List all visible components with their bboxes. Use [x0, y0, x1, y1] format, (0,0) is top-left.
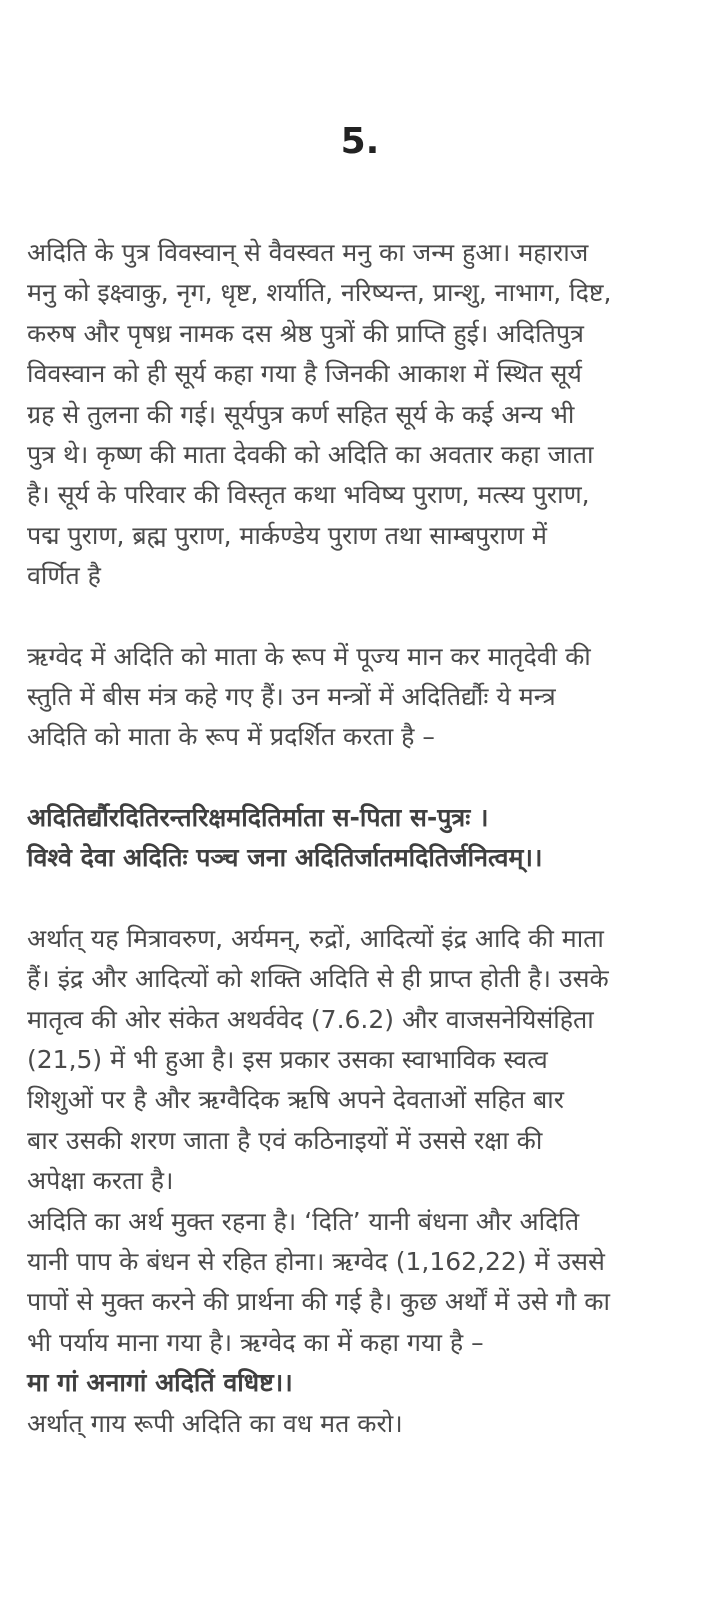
paragraph-aditi-meaning [27, 1202, 695, 1364]
paragraph-verse-meaning [27, 919, 695, 1202]
text-line: करुष और पृषध्र नामक दस श्रेष्ठ पुत्रों की प्राप्ति हुई। अदितिपुत्र [27, 318, 584, 348]
paragraph-rigveda-hymns [27, 637, 695, 758]
body-text [27, 233, 695, 1444]
paragraph-vivasvan-lineage [27, 233, 695, 597]
verse-line: विश्वे देवा अदितिः पञ्च जना अदितिर्जातमदितिर्जनित्वम्।। [27, 843, 543, 873]
text-line: बार उसकी शरण जाता है एवं कठिनाइयों में उससे रक्षा की [27, 1125, 543, 1155]
chapter-number: 5. [340, 121, 380, 162]
text-line: भी पर्याय माना गया है। ऋग्वेद का में कहा गया है – [27, 1327, 484, 1357]
sanskrit-quote [27, 1363, 695, 1403]
text-line: पद्म पुराण, ब्रह्म पुराण, मार्कण्डेय पुराण तथा साम्बपुराण में [27, 520, 547, 550]
text-line: वर्णित है [27, 561, 101, 591]
text-line: विवस्वान को ही सूर्य कहा गया है जिनकी आकाश में स्थित सूर्य [27, 359, 582, 389]
text-line: अदिति के पुत्र विवस्वान् से वैवस्वत मनु का जन्म हुआ। महाराज [27, 238, 589, 267]
text-line: पुत्र थे। कृष्ण की माता देवकी को अदिति का अवतार कहा जाता [27, 440, 594, 470]
text-line: मनु को इक्ष्वाकु, नृग, धृष्ट, शर्याति, नरिष्यन्त, प्रान्शु, नाभाग, दिष्ट, [27, 278, 612, 308]
text-line: शिशुओं पर है और ऋग्वैदिक ऋषि अपने देवताओं सहित बार [27, 1085, 564, 1115]
sanskrit-verse [27, 798, 695, 879]
text-line: (21,5) में भी हुआ है। इस प्रकार उसका स्वाभाविक स्वत्व [27, 1044, 548, 1074]
text-line: अर्थात् यह मित्रावरुण, अर्यमन्, रुद्रों, आदित्यों इंद्र आदि की माता [27, 923, 604, 953]
verse-line: मा गां अनागां अदितिं वधिष्ट।। [27, 1368, 293, 1398]
text-line: अर्थात् गाय रूपी अदिति का वध मत करो। [27, 1408, 403, 1438]
text-line: पापों से मुक्त करने की प्रार्थना की गई है। कुछ अर्थों में उसे गौ का [27, 1287, 610, 1317]
verse-line: अदितिर्द्यौरदितिरन्तरिक्षमदितिर्माता स-पिता स-पुत्रः । [27, 802, 489, 832]
text-line: मातृत्व की ओर संकेत अथर्ववेद (7.6.2) और वाजसनेयिसंहिता [27, 1004, 594, 1034]
text-line: हैं। इंद्र और आदित्यों को शक्ति अदिति से ही प्राप्त होती है। उसके [27, 964, 609, 994]
text-line: यानी पाप के बंधन से रहित होना। ऋग्वेद (1,162,22) में उससे [27, 1246, 605, 1276]
text-line: है। सूर्य के परिवार की विस्तृत कथा भविष्य पुराण, मत्स्य पुराण, [27, 480, 590, 510]
text-line: ऋग्वेद में अदिति को माता के रूप में पूज्य मान कर मातृदेवी की [27, 641, 591, 671]
text-line: अदिति का अर्थ मुक्त रहना है। ‘दिति’ यानी बंधना और अदिति [27, 1206, 580, 1236]
text-line: अपेक्षा करता है। [27, 1166, 174, 1196]
text-line: अदिति को माता के रूप में प्रदर्शित करता है – [27, 722, 435, 752]
paragraph-quote-meaning [27, 1404, 695, 1444]
text-line: ग्रह से तुलना की गई। सूर्यपुत्र कर्ण सहित सूर्य के कई अन्य भी [27, 399, 575, 429]
text-line: स्तुति में बीस मंत्र कहे गए हैं। उन मन्त्रों में अदितिर्द्यौः ये मन्त्र [27, 682, 556, 712]
